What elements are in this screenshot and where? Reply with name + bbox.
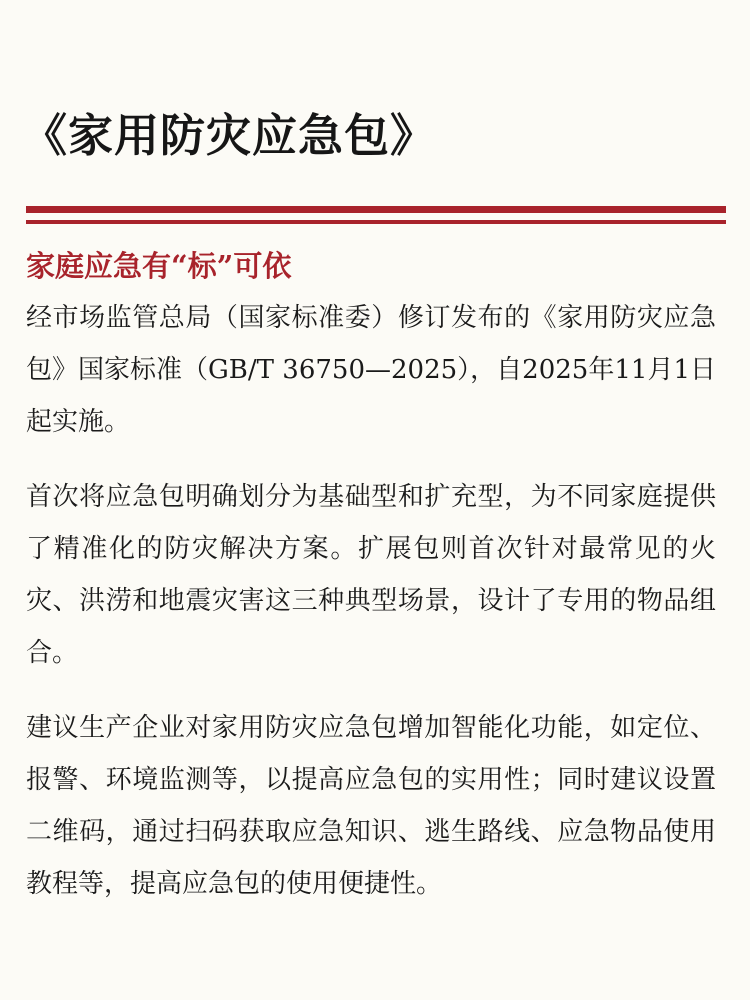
article-body: [26, 292, 716, 933]
paragraph-kit-types: 首次将应急包明确划分为基础型和扩充型，为不同家庭提供了精准化的防灾解决方案。扩展包则首次针对最常见的火灾、洪涝和地震灾害这三种典型场景，设计了专用的物品组合。: [26, 482, 716, 668]
title-divider-thin: [26, 220, 726, 224]
paragraph-smart-features: 建议生产企业对家用防灾应急包增加智能化功能，如定位、报警、环境监测等，以提高应急包的实用性；同时建议设置二维码，通过扫码获取应急知识、逃生路线、应急物品使用教程等，提高应急包的使用便捷性。: [26, 713, 716, 899]
page-title: 《家用防灾应急包》: [22, 109, 437, 162]
section-heading: 家庭应急有“标”可依: [26, 249, 292, 283]
paragraph-standard-release: 经市场监管总局（国家标准委）修订发布的《家用防灾应急包》国家标准（GB/T 36750—2025），自2025年11月1日起实施。: [26, 303, 716, 437]
title-divider-thick: [26, 206, 726, 213]
